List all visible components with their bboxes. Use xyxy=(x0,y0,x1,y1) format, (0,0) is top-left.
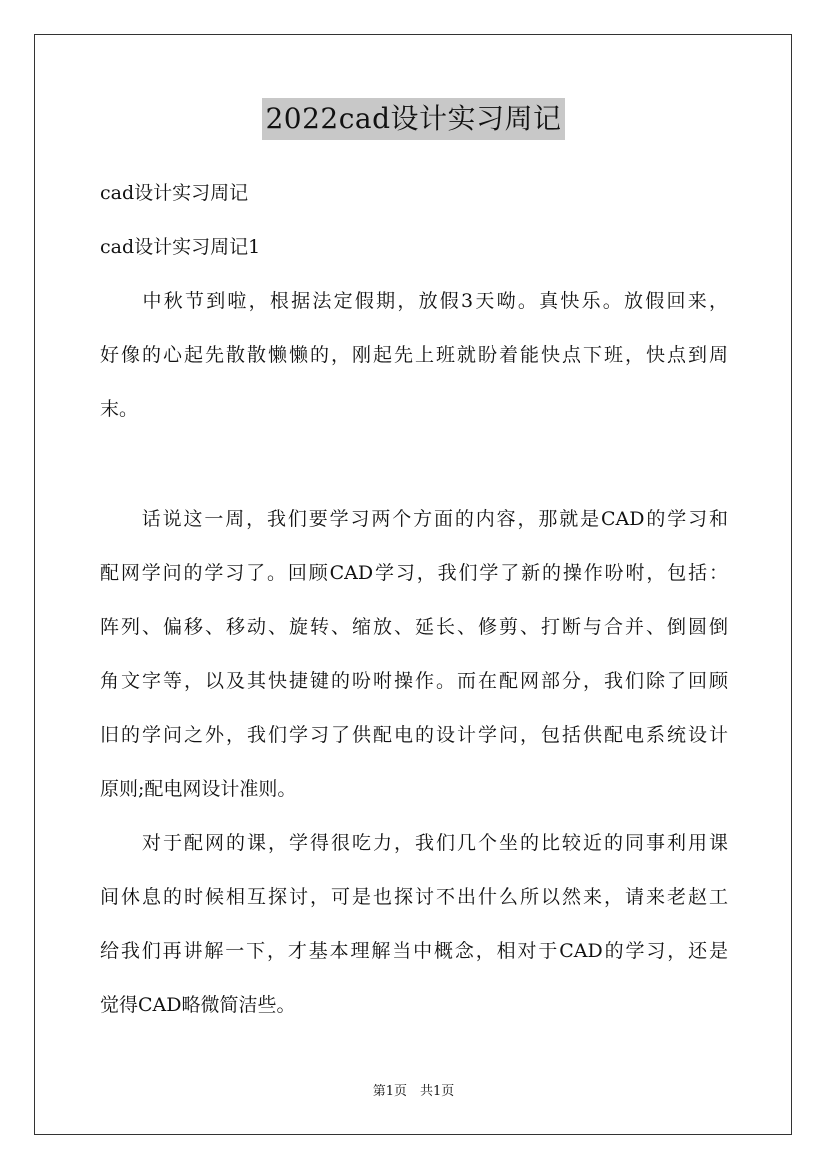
page-number-footer: 第1页 共1页 xyxy=(372,1084,455,1099)
paragraph-line: 中秋节到啦，根据法定假期，放假3天呦。真快乐。放假回来， xyxy=(100,290,728,312)
paragraph-line: 配网学问的学习了。回顾CAD学习，我们学了新的操作吩咐，包括： xyxy=(100,562,728,584)
paragraph-line: 间休息的时候相互探讨，可是也探讨不出什么所以然来，请来老赵工 xyxy=(100,886,728,908)
paragraph-line: 阵列、偏移、移动、旋转、缩放、延长、修剪、打断与合并、倒圆倒 xyxy=(100,616,728,638)
document-title: 2022cad设计实习周记 xyxy=(262,98,564,140)
paragraph-line: 旧的学问之外，我们学习了供配电的设计学问，包括供配电系统设计 xyxy=(100,724,728,746)
subtitle: cad设计实习周记 xyxy=(100,182,249,204)
paragraph-line: 给我们再讲解一下，才基本理解当中概念，相对于CAD的学习，还是 xyxy=(100,940,728,962)
paragraph-line: 话说这一周，我们要学习两个方面的内容，那就是CAD的学习和 xyxy=(100,508,728,530)
paragraph-line: 末。 xyxy=(100,398,139,420)
paragraph-line: 原则;配电网设计准则。 xyxy=(100,778,297,800)
section-heading: cad设计实习周记1 xyxy=(100,236,261,258)
paragraph-line: 觉得CAD略微简洁些。 xyxy=(100,994,296,1016)
paragraph-line: 角文字等，以及其快捷键的吩咐操作。而在配网部分，我们除了回顾 xyxy=(100,670,728,692)
title-block xyxy=(0,98,827,140)
paragraph-line: 对于配网的课，学得很吃力，我们几个坐的比较近的同事利用课 xyxy=(100,832,728,854)
paragraph-line: 好像的心起先散散懒懒的，刚起先上班就盼着能快点下班，快点到周 xyxy=(100,344,728,366)
